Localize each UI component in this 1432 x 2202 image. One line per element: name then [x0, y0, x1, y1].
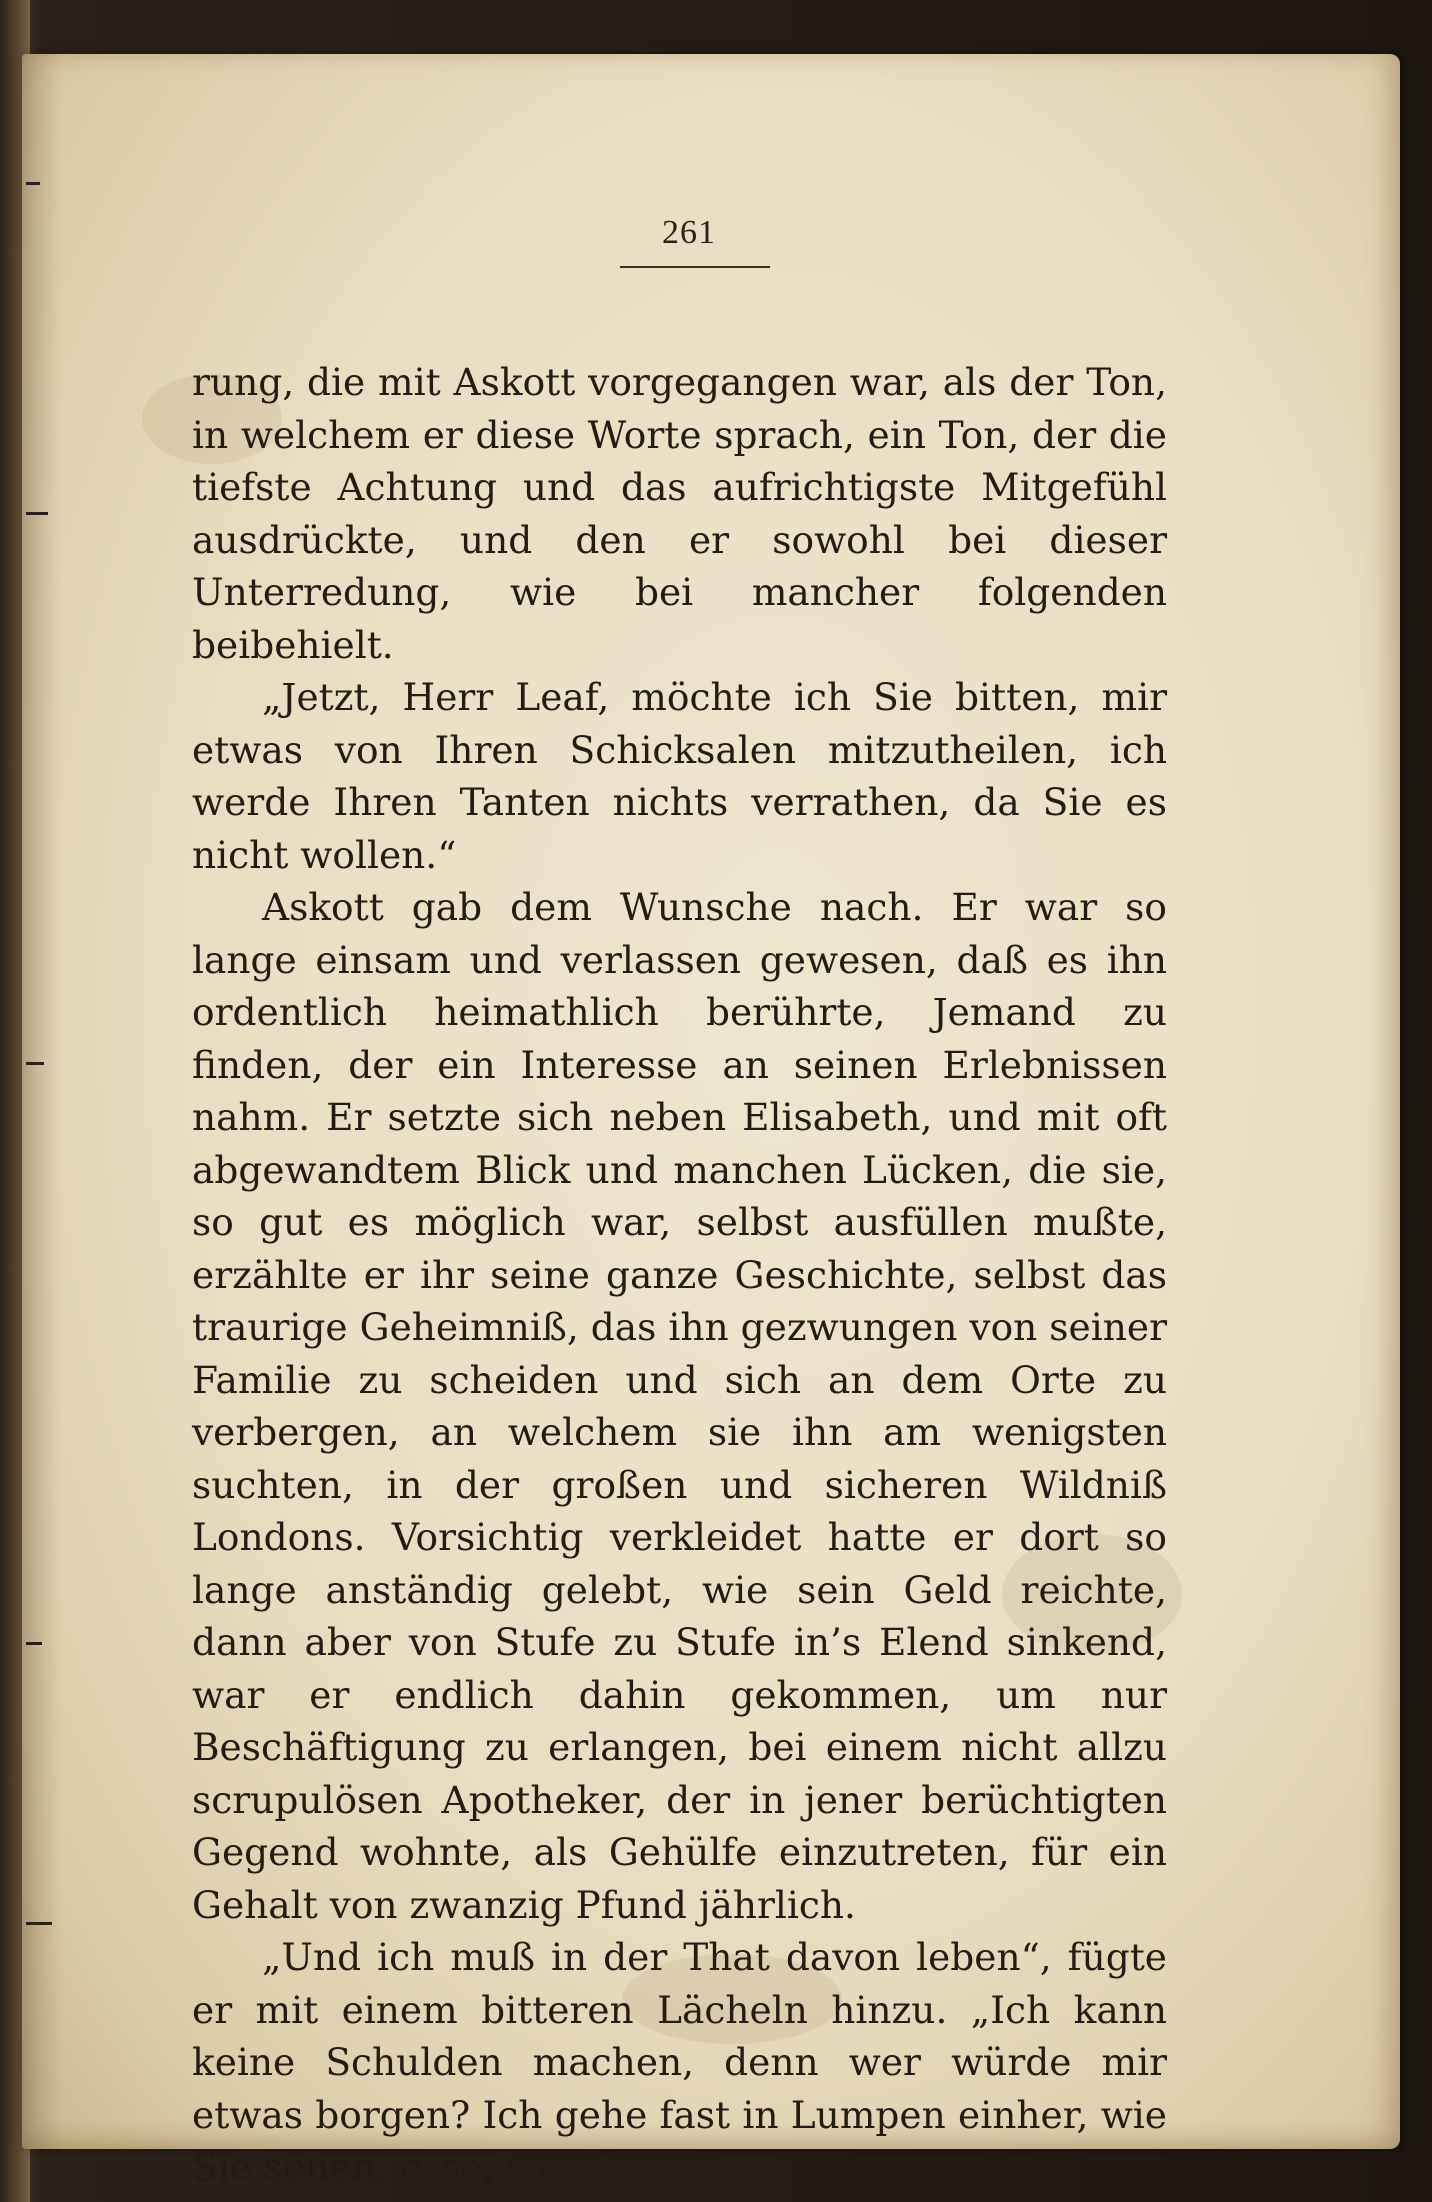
- body-text: [192, 356, 1167, 2194]
- margin-pencil-mark: [26, 1062, 44, 1065]
- book-page: [22, 54, 1400, 2189]
- paragraph: „Und ich muß in der That davon leben“, fügte er mit einem bitteren Lächeln hinzu. „Ich kann keine Schulden machen, denn wer würde mir etwas borgen? Ich gehe fast in Lumpen einher, wie Sie sehen, esse, wo: [192, 1935, 1167, 2189]
- page-gutter-shadow: [22, 54, 62, 2149]
- page-number-text: 261: [662, 214, 716, 251]
- margin-pencil-mark: [26, 1922, 52, 1925]
- margin-pencil-mark: [26, 512, 48, 515]
- paragraph: rung, die mit Askott vorgegangen war, als der Ton, in welchem er diese Worte sprach, ein Ton, der die tiefste Achtung und das aufrichtigste Mitgefühl ausdrückte, und den er sowohl bei dieser Unterredung, wie bei mancher folgenden beibehielt.: [192, 360, 1167, 667]
- margin-pencil-mark: [26, 1642, 42, 1645]
- paragraph: „Jetzt, Herr Leaf, möchte ich Sie bitten, mir etwas von Ihren Schicksalen mitzutheilen, ich werde Ihren Tanten nichts verrathen, da Sie es nicht wollen.“: [192, 675, 1167, 877]
- margin-pencil-mark: [26, 182, 40, 185]
- paragraph: Askott gab dem Wunsche nach. Er war so lange einsam und verlassen gewesen, daß es ihn ordentlich heimathlich berührte, Jemand zu finden, der ein Interesse an seinen Erlebnissen nahm. Er setzte sich neben Elisabeth, und mit oft abgewandtem Blick und manchen Lücken, die sie, so gut es möglich war, selbst ausfüllen mußte, erzählte er ihr seine ganze Geschichte, selbst das traurige Geheimniß, das ihn gezwungen von seiner Familie zu scheiden und sich an dem Orte zu verbergen, an welchem sie ihn am wenigsten suchten, in der großen und sicheren Wildniß Londons. Vorsichtig verkleidet hatte er dort so lange anständig gelebt, wie sein Geld reichte, dann aber von Stufe zu Stufe in’s Elend sinkend, war er endlich dahin gekommen, um nur Beschäftigung zu erlangen, bei einem nicht allzu scrupulösen Apotheker, der in jener berüchtigten Gegend wohnte, als Gehülfe einzutreten, für ein Gehalt von zwanzig Pfund jährlich.: [192, 885, 1167, 1927]
- page-number: [22, 214, 1400, 252]
- header-rule: [620, 266, 770, 268]
